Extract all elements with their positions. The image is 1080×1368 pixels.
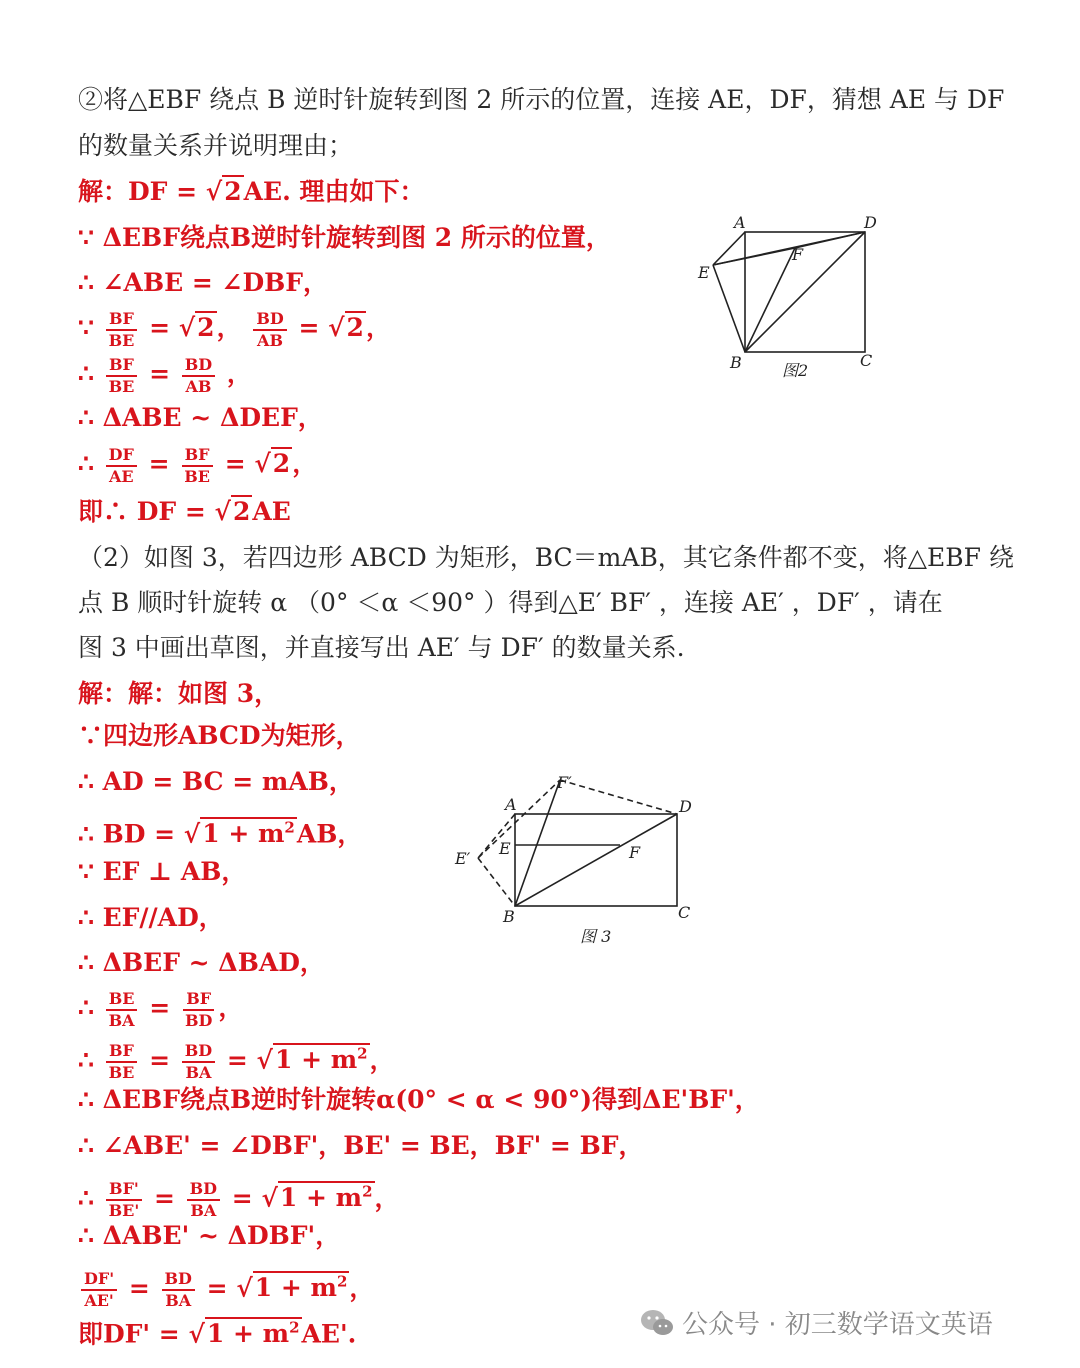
fraction: $\frac{BD}{BA}$ xyxy=(182,1043,215,1081)
fraction: $\frac{BD}{BA}$ xyxy=(187,1181,220,1219)
solution2-line7: ∴ ΔBEF ~ ΔBAD， xyxy=(78,948,325,977)
solution1-line2: ∵ ΔEBF绕点B逆时针旋转到图 2 所示的位置， xyxy=(78,223,611,252)
segment-e-prime-f-prime xyxy=(478,780,560,858)
fraction: $\frac{BF}{BE}$ xyxy=(181,447,213,485)
fraction: $\frac{BF'}{BE'}$ xyxy=(106,1181,143,1219)
figure-2 xyxy=(690,210,890,385)
fraction: $\frac{DF'}{AE'}$ xyxy=(81,1271,117,1309)
sqrt: $√1 + m^2$ xyxy=(256,1045,368,1075)
solution2-line5: ∵ EF ⊥ AB， xyxy=(78,857,247,886)
label-a: A xyxy=(505,795,517,814)
problem-q2-line1: ②将△EBF 绕点 B 逆时针旋转到图 2 所示的位置，连接 AE，DF，猜想 AE 与 DF xyxy=(78,85,1005,114)
sqrt: √2 xyxy=(178,313,215,342)
wechat-icon xyxy=(640,1308,674,1338)
figure-3 xyxy=(445,770,715,950)
label-c: C xyxy=(860,351,873,370)
fraction: $\frac{BD}{AB}$ xyxy=(253,311,286,349)
solution2-line6: ∴ EF//AD， xyxy=(78,903,224,932)
figure2-caption: 图2 xyxy=(782,361,809,380)
fraction: $\frac{BD}{BA}$ xyxy=(162,1271,195,1309)
segment-fd xyxy=(795,232,865,248)
sqrt: $√1 + m^2$ xyxy=(183,819,295,849)
fraction: $\frac{BF}{BE}$ xyxy=(106,311,138,349)
fraction: $\frac{BD}{AB}$ xyxy=(182,357,215,395)
solution2-line8: ∴ $\frac{BE}{BA}$ = $\frac{BF}{BD}$ ， xyxy=(78,988,244,1030)
solution2-line13: ∴ ΔABE' ~ ΔDBF'， xyxy=(78,1221,341,1250)
segment-bf xyxy=(745,248,795,352)
label-d: D xyxy=(864,213,877,232)
sqrt: $√1 + m^2$ xyxy=(188,1319,300,1349)
problem-part2-line3: 图 3 中画出草图，并直接写出 AE′ 与 DF′ 的数量关系. xyxy=(78,633,685,662)
solution2-line14: $\frac{DF'}{AE'}$ = $\frac{BD}{BA}$ = $√1 + m^2$， xyxy=(78,1262,374,1309)
segment-bd xyxy=(745,232,865,352)
label-b: B xyxy=(503,907,515,926)
fraction: $\frac{DF}{AE}$ xyxy=(106,447,137,485)
label-f: F xyxy=(629,843,641,862)
sqrt: $√1 + m^2$ xyxy=(236,1273,348,1303)
segment-f-prime-d xyxy=(560,780,677,814)
sqrt: √2 xyxy=(214,497,251,526)
problem-part2-line2: 点 B 顺时针旋转 α （0° ＜α ＜90° ）得到△E′ BF′ ，连接 AE′ ，DF′ ，请在 xyxy=(78,588,943,617)
label-f: F xyxy=(792,245,804,264)
solution2-line11: ∴ ∠ABE' = ∠DBF'，BE' = BE，BF' = BF， xyxy=(78,1131,644,1160)
solution1-line6: ∴ ΔABE ~ ΔDEF， xyxy=(78,403,323,432)
watermark-text: 公众号 · 初三数学语文英语 xyxy=(682,1310,993,1340)
solution1-line7: ∴ $\frac{DF}{AE}$ = $\frac{BF}{BE}$ = √2， xyxy=(78,444,318,486)
solution1-line5: ∴ $\frac{BF}{BE}$ = $\frac{BD}{AB}$ ， xyxy=(78,354,252,396)
solution2-line15: 即$DF' = √1 + m^2AE'$. xyxy=(78,1308,356,1354)
fraction: $\frac{BF}{BE}$ xyxy=(106,357,138,395)
solution1-line4: ∵ $\frac{BF}{BE}$ = √2， $\frac{BD}{AB}$ = √2， xyxy=(78,308,391,350)
problem-part2-line1: （2）如图 3，若四边形 ABCD 为矩形，BC＝mAB，其它条件都不变，将△EBF 绕 xyxy=(78,543,1014,572)
solution1-line1: 解：DF = √2AE. 理由如下： xyxy=(78,172,425,212)
fraction: $\frac{BF}{BD}$ xyxy=(184,988,213,1030)
solution2-line12: ∴ $\frac{BF'}{BE'}$ = $\frac{BD}{BA}$ = $√1 + m^2$， xyxy=(78,1172,400,1219)
solution2-line10: ∴ ΔEBF绕点B逆时针旋转α(0° < α < 90°)得到ΔE'BF'， xyxy=(78,1085,760,1114)
fraction: $\frac{BF}{BE}$ xyxy=(106,1043,138,1081)
sqrt: $√1 + m^2$ xyxy=(261,1183,373,1213)
figure3-caption: 图 3 xyxy=(580,927,612,946)
segment-e-prime-b xyxy=(478,858,515,906)
label-b: B xyxy=(730,353,742,372)
fraction: $\frac{BE}{BA}$ xyxy=(106,991,138,1029)
label-e: E xyxy=(499,839,511,858)
label-e-prime: E′ xyxy=(455,849,471,868)
segment-bd xyxy=(515,814,677,906)
label-c: C xyxy=(678,903,691,922)
sqrt: √2 xyxy=(328,313,364,342)
solution2-line9: ∴ $\frac{BF}{BE}$ = $\frac{BD}{BA}$ = $√1 + m^2$， xyxy=(78,1034,395,1081)
segment-eb xyxy=(713,265,745,352)
problem-q2-line2: 的数量关系并说明理由； xyxy=(78,131,354,160)
watermark xyxy=(640,1304,993,1341)
solution2-line1: 解：解：如图 3， xyxy=(78,679,280,708)
solution1-line8: 即∴ DF = √2AE xyxy=(78,492,291,532)
label-f-prime: F′ xyxy=(557,773,572,792)
solution2-line4: ∴ BD = $√1 + m^2AB$， xyxy=(78,808,362,854)
sqrt: √2 xyxy=(254,449,291,478)
label-d: D xyxy=(679,797,692,816)
label-a: A xyxy=(734,213,746,232)
solution2-line2: ∵四边形ABCD为矩形， xyxy=(78,721,361,750)
segment-bf-prime xyxy=(515,780,560,906)
solution2-line3: ∴ AD = BC = mAB， xyxy=(78,767,354,796)
solution1-line3: ∴ ∠ABE = ∠DBF， xyxy=(78,268,329,297)
label-e: E xyxy=(698,263,710,282)
sqrt: √2 xyxy=(205,177,242,206)
